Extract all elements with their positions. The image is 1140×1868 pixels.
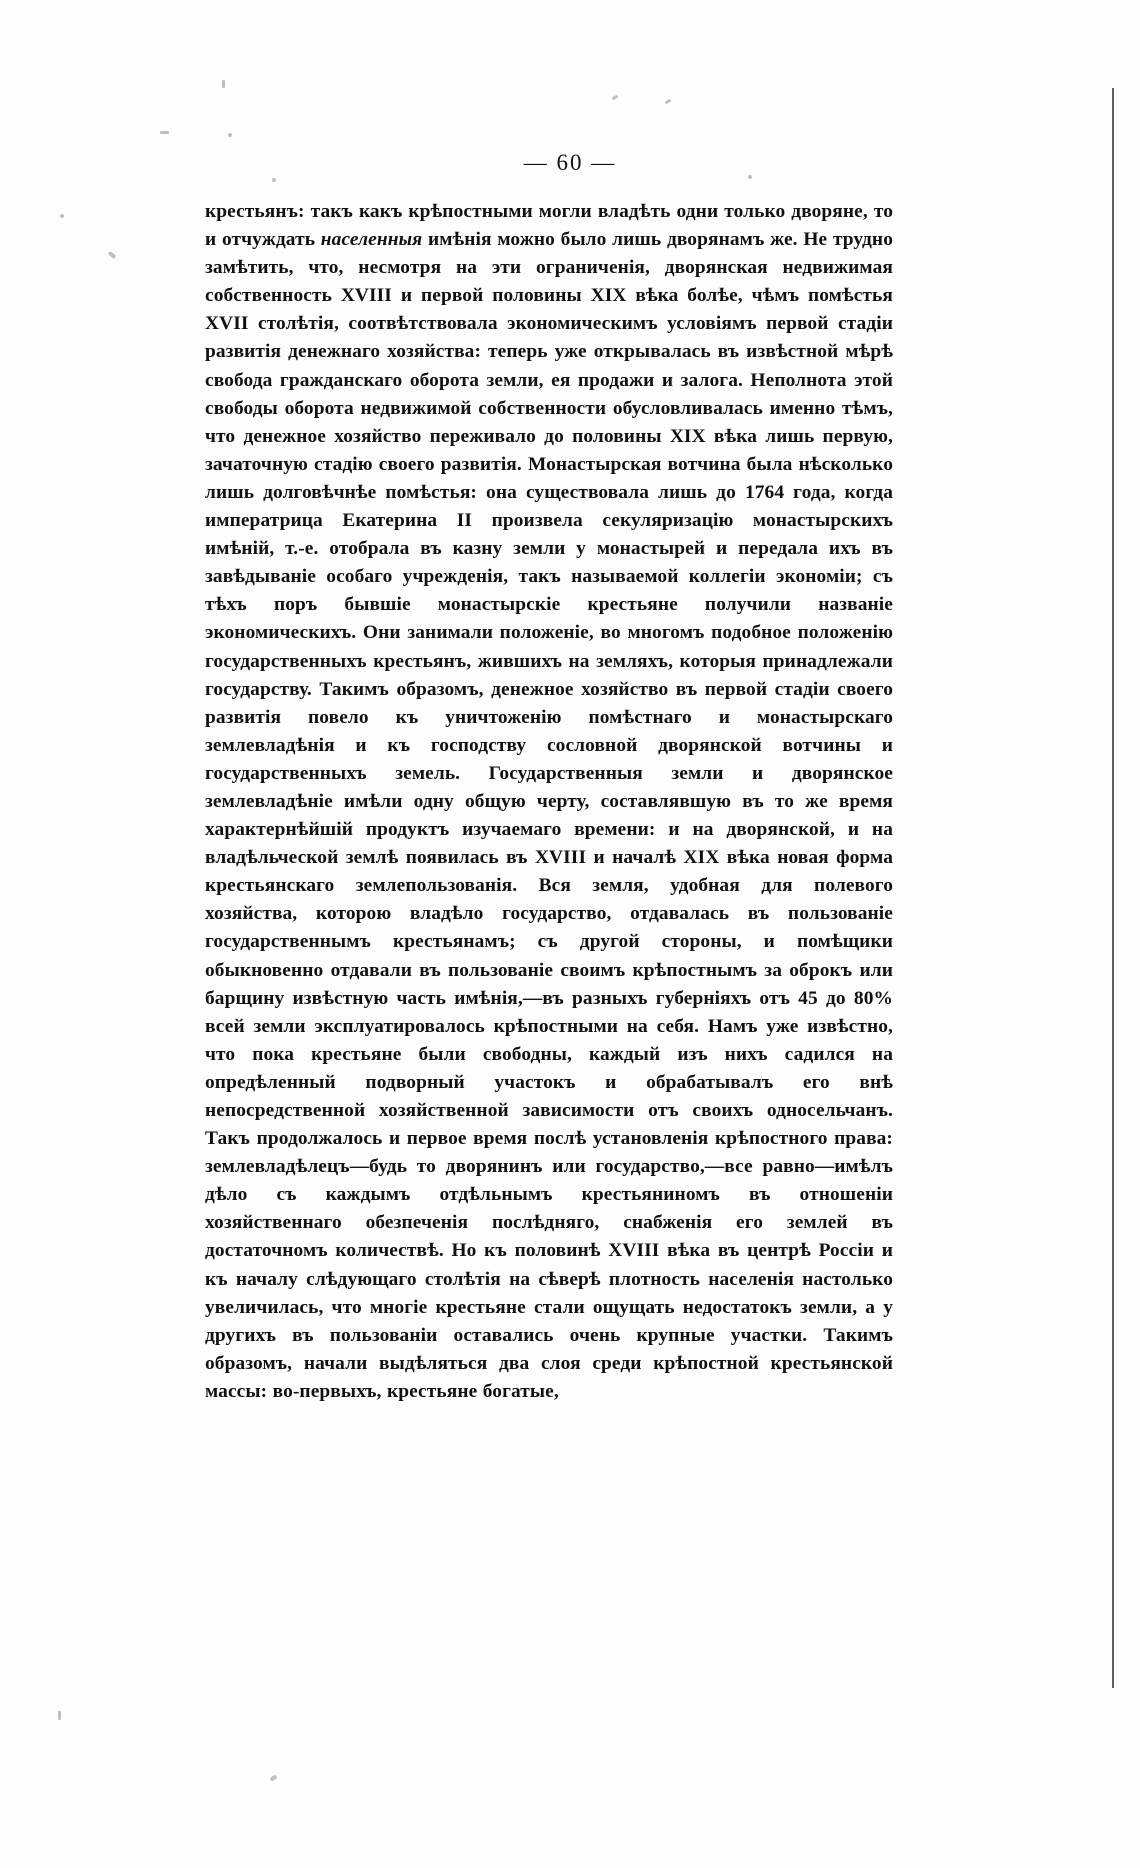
scan-speck — [58, 1711, 61, 1720]
body-text-column — [205, 198, 893, 1406]
scan-speck — [272, 178, 276, 182]
scan-speck — [612, 95, 619, 101]
scan-speck — [222, 80, 225, 88]
scan-speck — [60, 214, 64, 218]
scan-speck — [160, 131, 169, 134]
scan-speck — [228, 133, 232, 137]
page-number: — 60 — — [523, 150, 617, 175]
scan-speck — [269, 1774, 277, 1781]
scan-speck — [665, 99, 672, 105]
body-paragraph: крестьянъ: такъ какъ крѣпостными могли владѣть одни только дворяне, то и отчуждать населенныя имѣнія можно было лишь дворянамъ же. Не трудно замѣтить, что, несмотря на эти ограниченія, дворянская недвижимая собственность XVIII и первой половины XIX вѣка болѣе, чѣмъ помѣстья XVII столѣтія, соотвѣтствовала экономическимъ условіямъ первой стадіи развитія денежнаго хозяйства: теперь уже открывалась въ извѣстной мѣрѣ свобода гражданскаго оборота земли, ея продажи и залога. Неполнота этой свободы оборота недвижимой собственности обусловливалась именно тѣмъ, что денежное хозяйство переживало до половины XIX вѣка лишь первую, зачаточную стадію своего развитія. Монастырская вотчина была нѣсколько лишь долговѣчнѣе помѣстья: она существовала лишь до 1764 года, когда императрица Екатерина II произвела секуляризацію монастырскихъ имѣній, т.-е. отобрала въ казну земли у монастырей и передала ихъ въ завѣдываніе особаго учрежденія, такъ называемой коллегіи экономіи; съ тѣхъ поръ бывшіе монастырскіе крестьяне получили названіе экономическихъ. Они занимали положеніе, во многомъ подобное положенію государственныхъ крестьянъ, жившихъ на земляхъ, которыя принадлежали государству. Такимъ образомъ, денежное хозяйство въ первой стадіи своего развитія повело къ уничтоженію помѣстнаго и монастырскаго землевладѣнія и къ господству сословной дворянской вотчины и государственныхъ земель. Государственныя земли и дворянское землевладѣніе имѣли одну общую черту, составлявшую въ то же время характернѣйшій продуктъ изучаемаго времени: и на дворянской, и на владѣльческой землѣ появилась въ XVIII и началѣ XIX вѣка новая форма крестьянскаго землепользованія. Вся земля, удобная для полевого хозяйства, которою владѣло государство, отдавалась въ пользованіе государственнымъ крестьянамъ; съ другой стороны, и помѣщики обыкновенно отдавали въ пользованіе своимъ крѣпостнымъ за оброкъ или барщину извѣстную часть имѣнія,—въ разныхъ губерніяхъ отъ 45 до 80% всей земли эксплуатировалось крѣпостными на себя. Намъ уже извѣстно, что пока крестьяне были свободны, каждый изъ нихъ садился на опредѣленный подворный участокъ и обрабатывалъ его внѣ непосредственной хозяйственной зависимости отъ своихъ односельчанъ. Такъ продолжалось и первое время послѣ установленія крѣпостного права: землевладѣлецъ—будь то дворянинъ или государство,—все равно—имѣлъ дѣло съ каждымъ отдѣльнымъ крестьяниномъ въ отношеніи хозяйственнаго обезпеченія послѣдняго, снабженія его землей въ достаточномъ количествѣ. Но къ половинѣ XVIII вѣка въ центрѣ Россіи и къ началу слѣдующаго столѣтія на сѣверѣ плотность населенія настолько увеличилась, что многіе крестьяне стали ощущать недостатокъ земли, а у другихъ въ пользованіи оставались очень крупные участки. Такимъ образомъ, начали выдѣляться два слоя среди крѣпостной крестьянской массы: во-первыхъ, крестьяне богатые, — [205, 201, 893, 1402]
scan-edge-line — [1112, 88, 1114, 1688]
scan-speck — [108, 251, 117, 259]
